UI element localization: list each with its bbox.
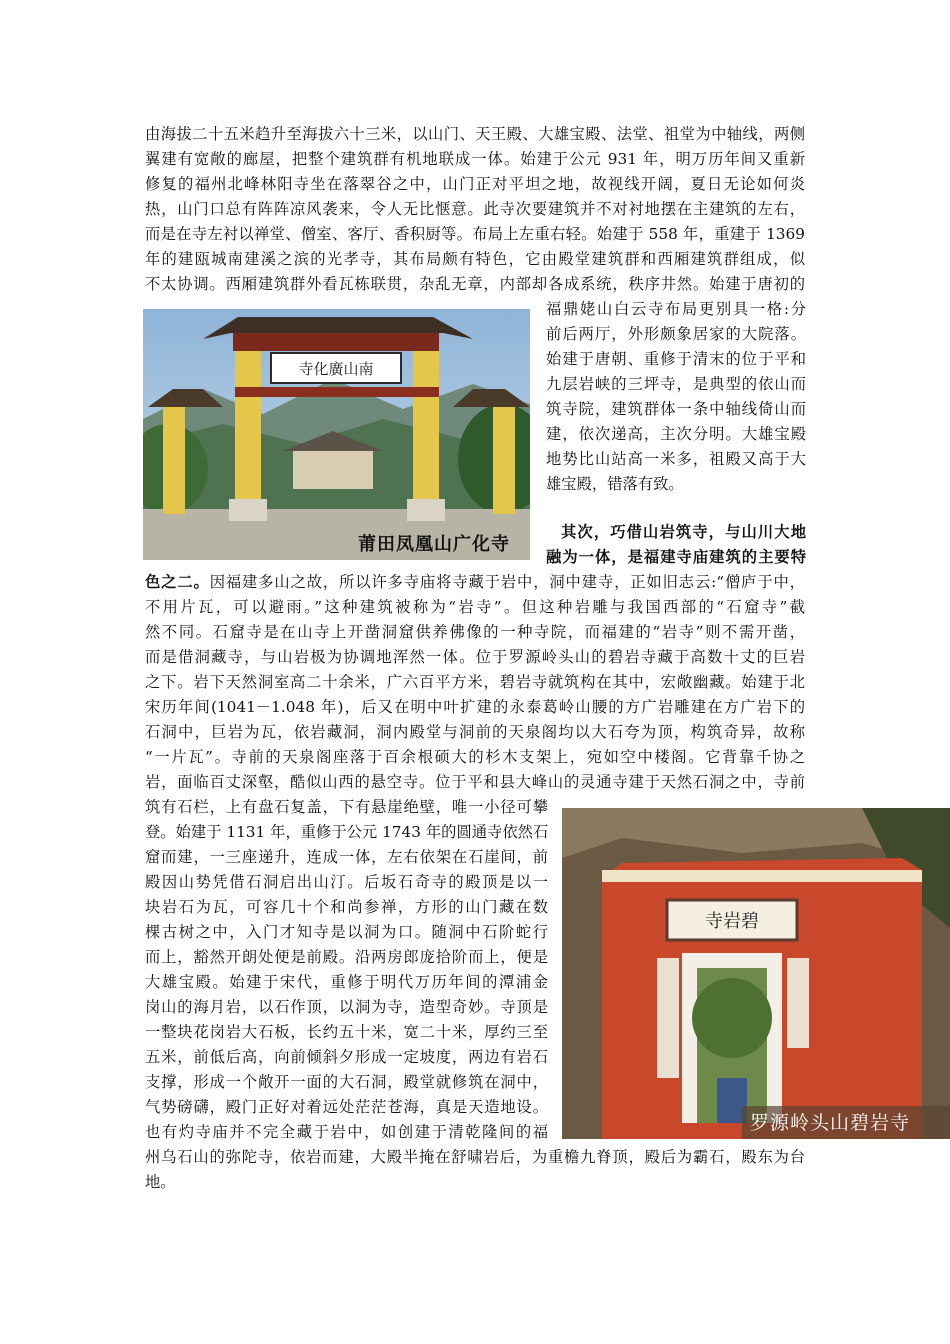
body-text-line: 雄宝殿，错落有致。 <box>546 475 684 493</box>
body-text-line: 然不同。石窟寺是在山寺上开凿洞窟供养佛像的一种寺院，而福建的“岩寺”则不需开凿， <box>145 623 805 641</box>
body-text-line: 支撑，形成一个敞开一面的大石洞，殿堂就修筑在洞中， <box>145 1073 548 1091</box>
body-text-line: 修复的福州北峰林阳寺坐在落翠谷之中，山门正对平坦之地，故视线开阔，夏日无论如何炎 <box>145 175 805 193</box>
body-text-line: 福鼎姥山白云寺布局更别具一格:分 <box>546 300 806 318</box>
gate-plaque-text: 寺岩碧 <box>705 911 759 932</box>
body-text-line: 地势比山站高一米多，祖殿又高于大 <box>546 450 806 468</box>
body-text-line: 登。始建于 1131 年，重修于公元 1743 年的圆通寺依然石 <box>145 823 549 841</box>
body-text-line: 不太协调。西厢建筑群外看瓦栋联贯，杂乱无章，内部却各成系统，秩序井然。始建于唐初的 <box>145 275 805 293</box>
guanghua-temple-photo <box>143 309 530 560</box>
body-text-line: 气势磅礴，殿门正好对着远处茫茫苍海，真是天造地设。 <box>145 1098 548 1116</box>
body-text-line: 之下。岩下天然洞室高二十余米，广六百平方米，碧岩寺就筑构在其中，宏敞幽藏。始建于北 <box>145 673 805 691</box>
body-text-line: 前后两厅，外形颇象居家的大院落。 <box>546 325 806 343</box>
body-text-span: 因福建多山之故，所以许多寺庙将寺藏于岩中，洞中建寺，正如旧志云:“僧庐于中， <box>209 573 805 591</box>
body-text-line <box>145 570 805 595</box>
body-text-line: 不用片瓦，可以避雨。”这种建筑被称为“岩寺”。但这种岩雕与我国西部的“石窟寺”截 <box>145 598 805 616</box>
body-text-line: 块岩石为瓦，可容几十个和尚参禅，方形的山门藏在数 <box>145 898 548 916</box>
body-text-line: 岩，面临百丈深壑，酷似山西的悬空寺。位于平和县大峰山的灵通寺建于天然石洞之中，寺前 <box>145 773 805 791</box>
body-text-line: 也有灼寺庙并不完全藏于岩中，如创建于清乾隆间的福 <box>145 1123 548 1141</box>
section-lead-text: 色之二。 <box>145 573 210 591</box>
body-text-line: 五米，前低后高，向前倾斜夕形成一定坡度，两边有岩石 <box>145 1048 548 1066</box>
body-text-line: 建，依次递高，主次分明。大雄宝殿 <box>546 425 806 443</box>
body-text-line: 而是借洞藏寺，与山岩极为协调地浑然一体。位于罗源岭头山的碧岩寺藏于高数十丈的巨岩 <box>145 648 805 666</box>
body-text-line: 热，山门口总有阵阵凉风袭来，令人无比惬意。此寺次要建筑并不对衬地摆在主建筑的左右， <box>145 200 805 218</box>
body-text-line: 而上，豁然开朗处便是前殿。沿两房郎庞拾阶而上，便是 <box>145 948 548 966</box>
body-text-line: 而是在寺左衬以禅堂、僧室、客厅、香积厨等。布局上左重右轻。始建于 558 年，重建于 1369 <box>145 225 805 243</box>
body-text-line: 石洞中，巨岩为瓦，依岩藏洞，洞内殿堂与洞前的天泉阁均以大石夸为顶，构筑奇异，故称 <box>145 723 805 741</box>
body-text-line: 由海拔二十五米趋升至海拔六十三米，以山门、天王殿、大雄宝殿、法堂、祖堂为中轴线，两侧 <box>145 125 805 143</box>
body-text-line: 岗山的海月岩，以石作顶，以洞为寺，造型奇妙。寺顶是 <box>145 998 548 1016</box>
body-text-line: 殿因山势凭借石洞启出山汀。后坂石奇寺的殿顶是以一 <box>145 873 548 891</box>
section-lead-text: 其次，巧借山岩筑寺，与山川大地 <box>561 523 806 541</box>
body-text-line: 翼建有宽敞的廊屋，把整个建筑群有机地联成一体。始建于公元 931 年，明万历年间又重新 <box>145 150 805 168</box>
body-text-line: 年的建瓯城南建溪之滨的光孝寺，其布局颇有特色，它由殿堂建筑群和西厢建筑群组成，似 <box>145 250 805 268</box>
body-text-line: 地。 <box>145 1173 176 1191</box>
gate-plaque-text: 寺化廣山南 <box>298 360 374 378</box>
body-text-line: 宋历年间(1041－1.048 年)，后又在明中叶扩建的永泰葛岭山腰的方广岩雕建在方广岩下的 <box>145 698 805 716</box>
body-text-line: 大雄宝殿。始建于宋代，重修于明代万历年间的潭浦金 <box>145 973 548 991</box>
body-text-line: 州乌石山的弥陀寺，依岩而建，大殿半掩在舒啸岩后，为重檐九脊顶，殿后为霸石，殿东为台 <box>145 1148 805 1166</box>
temple-gate-illustration <box>143 309 530 560</box>
body-text-line: 筑寺院，建筑群体一条中轴线倚山而 <box>546 400 806 418</box>
photo-caption: 罗源岭头山碧岩寺 <box>750 1112 911 1134</box>
body-text-line: 棵古树之中，入门才知寺是以洞为口。随洞中石阶蛇行 <box>145 923 548 941</box>
body-text-line: 一整块花岗岩大石板，长约五十米，宽二十米，厚约三至 <box>145 1023 548 1041</box>
section-lead-text: 融为一体，是福建寺庙建筑的主要特 <box>546 548 806 566</box>
body-text-line: 九层岩峡的三坪寺，是典型的依山而 <box>546 375 806 393</box>
temple-wall-illustration <box>562 808 950 1139</box>
body-text-line: 窟而建，一三座递升，连成一体，左右依架在石崖间，前 <box>145 848 548 866</box>
body-text-line: “一片瓦”。寺前的天泉阁座落于百余根硕大的杉木支架上，宛如空中楼阁。它背靠千协之 <box>145 748 805 766</box>
body-text-line: 始建于唐朝、重修于清末的位于平和 <box>546 350 806 368</box>
biyan-temple-photo <box>562 808 950 1139</box>
body-text-line: 筑有石栏，上有盘石复盖，下有悬崖绝壁，唯一小径可攀 <box>145 798 548 816</box>
photo-caption: 莆田凤凰山广化寺 <box>358 534 510 555</box>
